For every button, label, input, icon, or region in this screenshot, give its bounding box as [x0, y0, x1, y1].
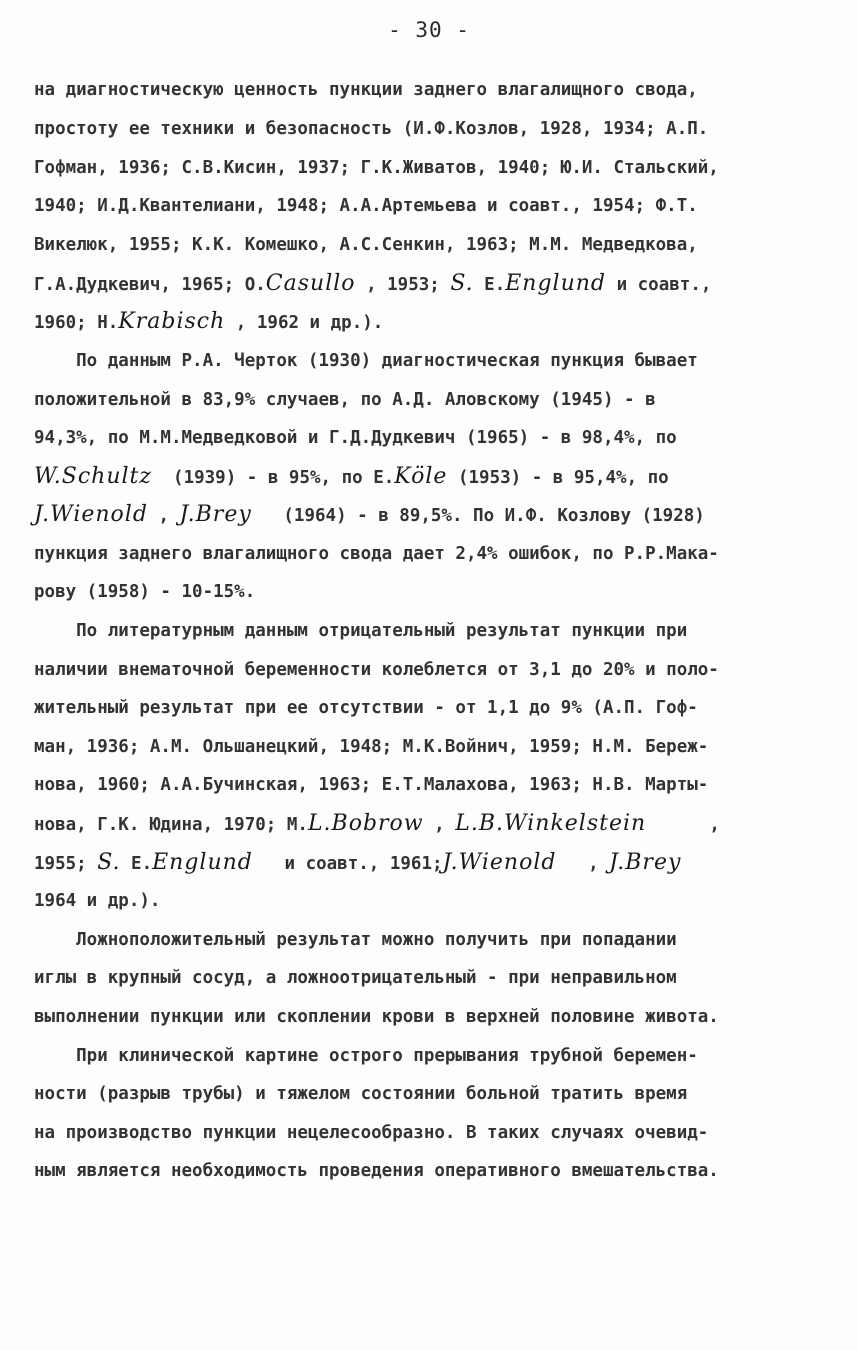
- text-line: [34, 80, 816, 100]
- typed-text: ности (разрыв трубы) и тяжелом состоянии больной тратить время: [34, 1084, 688, 1104]
- text-line: [34, 390, 816, 410]
- text-line: [34, 582, 816, 602]
- typed-text: Викелюк, 1955; К.К. Комешко, А.С.Сенкин, 1963; М.М. Медведкова,: [34, 235, 698, 255]
- page-number: - 30 -: [388, 18, 470, 42]
- typed-text: нова, Г.К. Юдина, 1970; М.: [34, 815, 308, 835]
- typed-text: E.: [473, 275, 506, 295]
- text-line: [34, 1084, 816, 1104]
- typed-text: (1964) - в 89,5%. По И.Ф. Козлову (1928): [251, 506, 705, 526]
- text-line: [34, 1007, 816, 1027]
- typed-text: Г.А.Дудкевич, 1965; О.: [34, 275, 266, 295]
- text-line: [34, 235, 816, 255]
- typed-text: рову (1958) - 10-15%.: [34, 582, 256, 602]
- handwritten-name: L.Bobrow: [307, 811, 424, 836]
- handwritten-name: Casullo: [265, 271, 356, 296]
- typed-text: выполнении пункции или скоплении крови в верхней половине живота.: [34, 1007, 719, 1027]
- text-line: [34, 621, 816, 641]
- handwritten-name: Englund: [505, 271, 607, 296]
- text-line: [34, 119, 816, 139]
- handwritten-name: S.: [97, 850, 121, 875]
- text-line: [34, 811, 816, 836]
- handwritten-name: J.Brey: [609, 850, 682, 875]
- text-line: [34, 158, 816, 178]
- text-line: [34, 309, 816, 334]
- typed-text: на диагностическую ценность пункции заднего влагалищного свода,: [34, 80, 698, 100]
- typed-text: 1940; И.Д.Квантелиани, 1948; А.А.Артемьева и соавт., 1954; Ф.Т.: [34, 196, 698, 216]
- text-line: [34, 968, 816, 988]
- text-line: [34, 930, 816, 950]
- handwritten-name: Köle: [394, 464, 448, 489]
- text-line: [34, 698, 816, 718]
- typed-text: При клинической картине острого прерывания трубной беремен-: [34, 1046, 698, 1066]
- typed-text: По данным Р.А. Черток (1930) диагностическая пункция бывает: [34, 351, 698, 371]
- text-line: [34, 196, 816, 216]
- typed-text: и соавт., 1961;: [252, 854, 443, 874]
- typed-text: пункция заднего влагалищного свода дает 2,4% ошибок, по Р.Р.Мака-: [34, 544, 719, 564]
- text-line: [34, 1161, 816, 1181]
- typed-text: жительный результат при ее отсутствии - от 1,1 до 9% (А.П. Гоф-: [34, 698, 698, 718]
- text-line: [34, 1046, 816, 1066]
- handwritten-name: J.Wienold: [442, 850, 557, 875]
- typed-text: , 1953;: [355, 275, 451, 295]
- text-line: [34, 502, 816, 527]
- text-line: [34, 737, 816, 757]
- text-line: [34, 464, 816, 489]
- handwritten-name: L.B.Winkelstein: [455, 811, 647, 836]
- typed-text: 94,3%, по М.М.Медведковой и Г.Д.Дудкевич (1965) - в 98,4%, по: [34, 428, 677, 448]
- typed-text: наличии внематочной беременности колеблется от 3,1 до 20% и поло-: [34, 660, 719, 680]
- handwritten-name: W.Schultz: [34, 464, 152, 489]
- handwritten-name: S.: [450, 271, 474, 296]
- typed-text: ,: [646, 815, 720, 835]
- text-line: [34, 271, 816, 296]
- typed-text: 1955;: [34, 854, 98, 874]
- text-line: [34, 775, 816, 795]
- typed-text: Ложноположительный результат можно получить при попадании: [34, 930, 677, 950]
- handwritten-name: Englund: [152, 850, 253, 875]
- typed-text: 1964 и др.).: [34, 891, 161, 911]
- typed-text: ,: [423, 815, 456, 835]
- handwritten-name: J.Wienold: [34, 502, 148, 527]
- text-line: [34, 428, 816, 448]
- handwritten-name: Krabisch: [118, 309, 226, 334]
- typed-text: на производство пункции нецелесообразно. В таких случаях очевид-: [34, 1123, 709, 1143]
- typed-text: 1960; Н.: [34, 313, 119, 333]
- handwritten-name: J.Brey: [179, 502, 252, 527]
- typed-text: E.: [120, 854, 153, 874]
- typed-text: и соавт.,: [606, 275, 712, 295]
- typed-text: , 1962 и др.).: [225, 313, 384, 333]
- typed-text: Гофман, 1936; С.В.Кисин, 1937; Г.К.Живатов, 1940; Ю.И. Стальский,: [34, 158, 719, 178]
- typed-text: По литературным данным отрицательный результат пункции при: [34, 621, 688, 641]
- typed-text: ман, 1936; А.М. Ольшанецкий, 1948; М.К.Войнич, 1959; Н.М. Береж-: [34, 737, 709, 757]
- typed-text: простоту ее техники и безопасность (И.Ф.Козлов, 1928, 1934; А.П.: [34, 119, 709, 139]
- typed-text: положительной в 83,9% случаев, по А.Д. Аловскому (1945) - в: [34, 390, 656, 410]
- text-line: [34, 891, 816, 911]
- typed-text: ,: [556, 854, 610, 874]
- typed-text: (1953) - в 95,4%, по: [447, 468, 669, 488]
- text-line: [34, 544, 816, 564]
- typed-text: ным является необходимость проведения оперативного вмешательства.: [34, 1161, 719, 1181]
- typed-text: ,: [147, 506, 180, 526]
- typed-text: иглы в крупный сосуд, а ложноотрицательный - при неправильном: [34, 968, 677, 988]
- typed-text: нова, 1960; А.А.Бучинская, 1963; Е.Т.Малахова, 1963; Н.В. Марты-: [34, 775, 709, 795]
- text-line: [34, 850, 816, 875]
- text-line: [34, 1123, 816, 1143]
- typed-text: (1939) - в 95%, по E.: [151, 468, 395, 488]
- text-line: [34, 351, 816, 371]
- text-line: [34, 660, 816, 680]
